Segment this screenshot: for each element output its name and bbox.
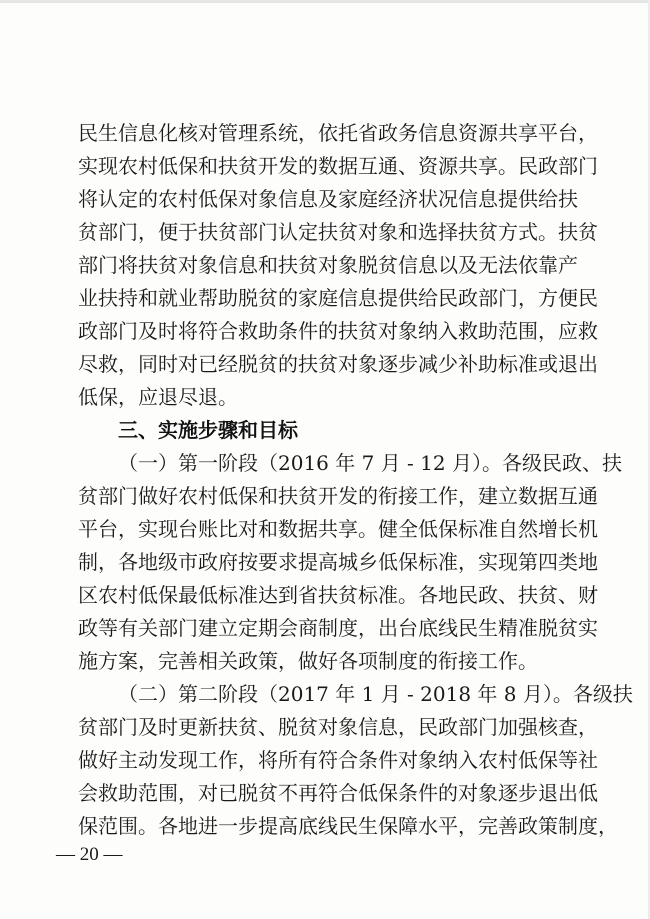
text-line: 部门将扶贫对象信息和扶贫对象脱贫信息以及无法依靠产 [78, 253, 578, 277]
text-line: 政部门及时将符合救助条件的扶贫对象纳入救助范围，应救 [78, 319, 598, 343]
text-line: 低保，应退尽退。 [78, 385, 238, 409]
scan-edge [0, 0, 650, 3]
text-line: 制，各地级市政府按要求提高城乡低保标准，实现第四类地 [78, 550, 598, 574]
text-line: 政等有关部门建立定期会商制度，出台底线民生精准脱贫实 [78, 616, 598, 640]
text-line: 贫部门，便于扶贫部门认定扶贫对象和选择扶贫方式。扶贫 [78, 220, 598, 244]
text-line: 实现农村低保和扶贫开发的数据互通、资源共享。民政部门 [78, 154, 598, 178]
text-line: 施方案，完善相关政策，做好各项制度的衔接工作。 [78, 649, 538, 673]
text-line: 平台，实现台账比对和数据共享。健全低保标准自然增长机 [78, 517, 598, 541]
text-line: 尽救，同时对已经脱贫的扶贫对象逐步减少补助标准或退出 [78, 352, 598, 376]
text-line: （二）第二阶段（2017 年 1 月 - 2018 年 8 月）。各级扶 [118, 682, 633, 706]
text-line: 区农村低保最低标准达到省扶贫标准。各地民政、扶贫、财 [78, 583, 598, 607]
text-line: 业扶持和就业帮助脱贫的家庭信息提供给民政部门，方便民 [78, 286, 598, 310]
text-line: 保范围。各地进一步提高底线民生保障水平，完善政策制度， [78, 814, 618, 838]
section-heading: 三、实施步骤和目标 [118, 418, 298, 442]
text-line: 民生信息化核对管理系统，依托省政务信息资源共享平台， [78, 121, 598, 145]
text-line: 贫部门做好农村低保和扶贫开发的衔接工作，建立数据互通 [78, 484, 598, 508]
page-number: — 20 — [56, 844, 123, 865]
text-line: 将认定的农村低保对象信息及家庭经济状况信息提供给扶 [78, 187, 578, 211]
text-line: 贫部门及时更新扶贫、脱贫对象信息，民政部门加强核查， [78, 715, 598, 739]
text-line: 做好主动发现工作，将所有符合条件对象纳入农村低保等社 [78, 748, 598, 772]
text-line: （一）第一阶段（2016 年 7 月 - 12 月）。各级民政、扶 [118, 451, 622, 475]
text-line: 会救助范围，对已脱贫不再符合低保条件的对象逐步退出低 [78, 781, 598, 805]
